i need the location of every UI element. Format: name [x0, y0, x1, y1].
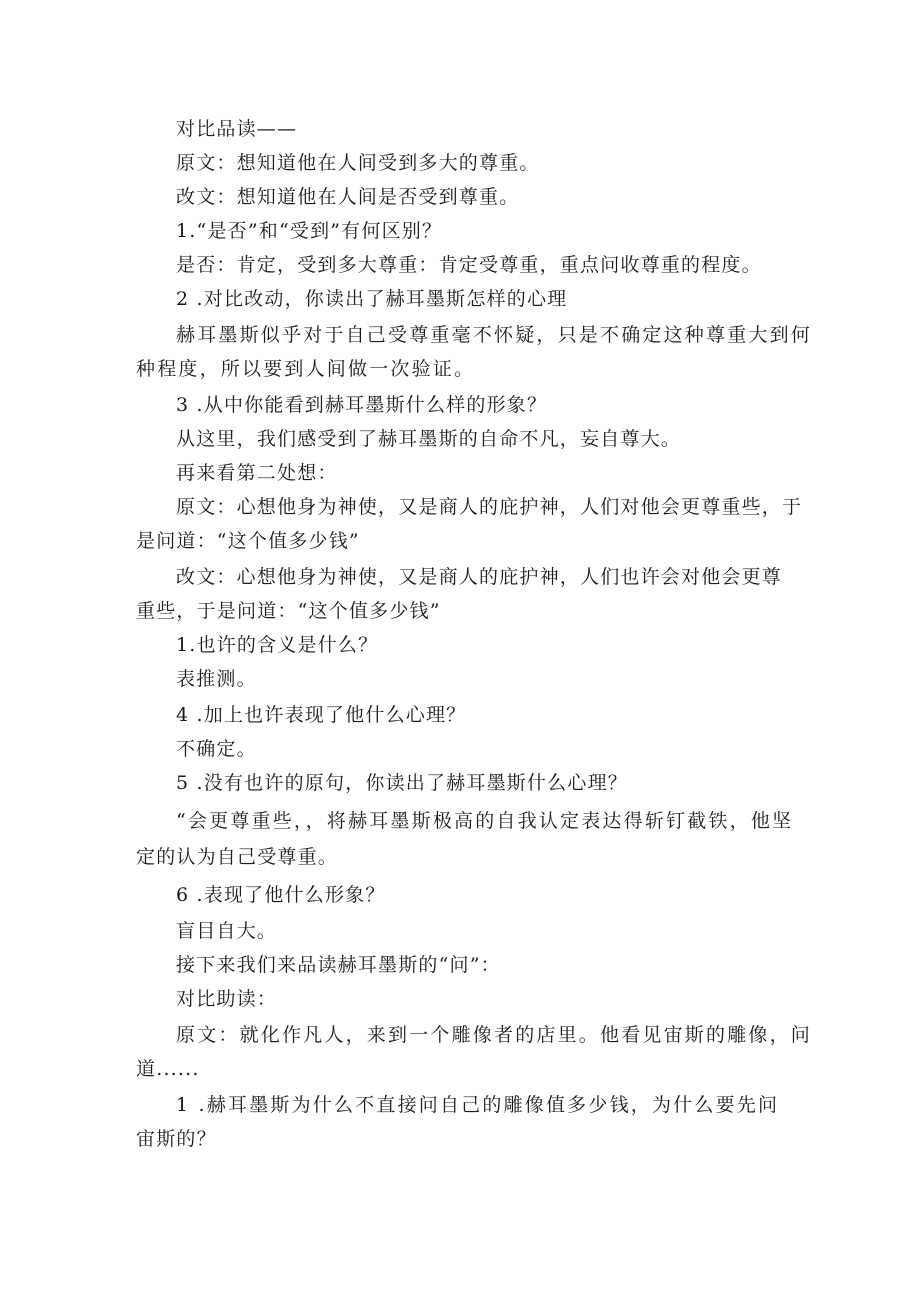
question-line: 3 .从中你能看到赫耳墨斯什么样的形象？ [176, 394, 548, 416]
paragraph-line: 接下来我们来品读赫耳墨斯的“问”： [176, 954, 501, 976]
original-text-line: 原文：就化作凡人，来到一个雕像者的店里。他看见宙斯的雕像，问 [176, 1024, 813, 1046]
question-line: 5 .没有也许的原句，你读出了赫耳墨斯什么心理？ [176, 772, 628, 794]
paragraph-line: 对比助读： [176, 988, 278, 1010]
question-line-continued: 宙斯的？ [136, 1128, 217, 1150]
answer-line-continued: 定的认为自己受尊重。 [136, 846, 339, 868]
answer-line: “会更尊重些，，将赫耳墨斯极高的自我认定表达得斩钉截铁，他坚 [176, 810, 794, 832]
question-line: 1.“是否”和“受到”有何区别？ [176, 220, 443, 242]
answer-line: 是否：肯定，受到多大尊重：肯定受尊重，重点问收尊重的程度。 [176, 254, 762, 276]
revised-text-line-continued: 重些，于是问道：“这个值多少钱” [136, 600, 441, 622]
question-line: 2 .对比改动，你读出了赫耳墨斯怎样的心理 [176, 288, 568, 310]
answer-line-continued: 种程度，所以要到人间做一次验证。 [136, 358, 476, 380]
question-line: 1.也许的含义是什么？ [176, 634, 379, 656]
answer-line: 盲目自大。 [176, 920, 278, 942]
original-text-line: 原文：心想他身为神使，又是商人的庇护神，人们对他会更尊重些，于 [176, 496, 803, 518]
original-text-line-continued: 道...... [136, 1058, 200, 1080]
question-line: 1 .赫耳墨斯为什么不直接问自己的雕像值多少钱，为什么要先问 [176, 1094, 780, 1116]
answer-line: 赫耳墨斯似乎对于自己受尊重毫不怀疑，只是不确定这种尊重大到何 [176, 324, 813, 346]
section-heading: 对比品读—— [176, 118, 298, 140]
original-text-line: 原文：想知道他在人间受到多大的尊重。 [176, 152, 540, 174]
paragraph-line: 再来看第二处想： [176, 462, 338, 484]
original-text-line-continued: 是问道：“这个值多少钱” [136, 530, 360, 552]
question-line: 6 .表现了他什么形象？ [176, 884, 386, 906]
answer-line: 表推测。 [176, 668, 257, 690]
answer-line: 从这里，我们感受到了赫耳墨斯的自命不凡，妄自尊大。 [176, 428, 682, 450]
question-line: 4 .加上也许表现了他什么心理？ [176, 704, 467, 726]
answer-line: 不确定。 [176, 738, 257, 760]
revised-text-line: 改文：想知道他在人间是否受到尊重。 [176, 186, 520, 208]
revised-text-line: 改文：心想他身为神使，又是商人的庇护神，人们也许会对他会更尊 [176, 566, 783, 588]
